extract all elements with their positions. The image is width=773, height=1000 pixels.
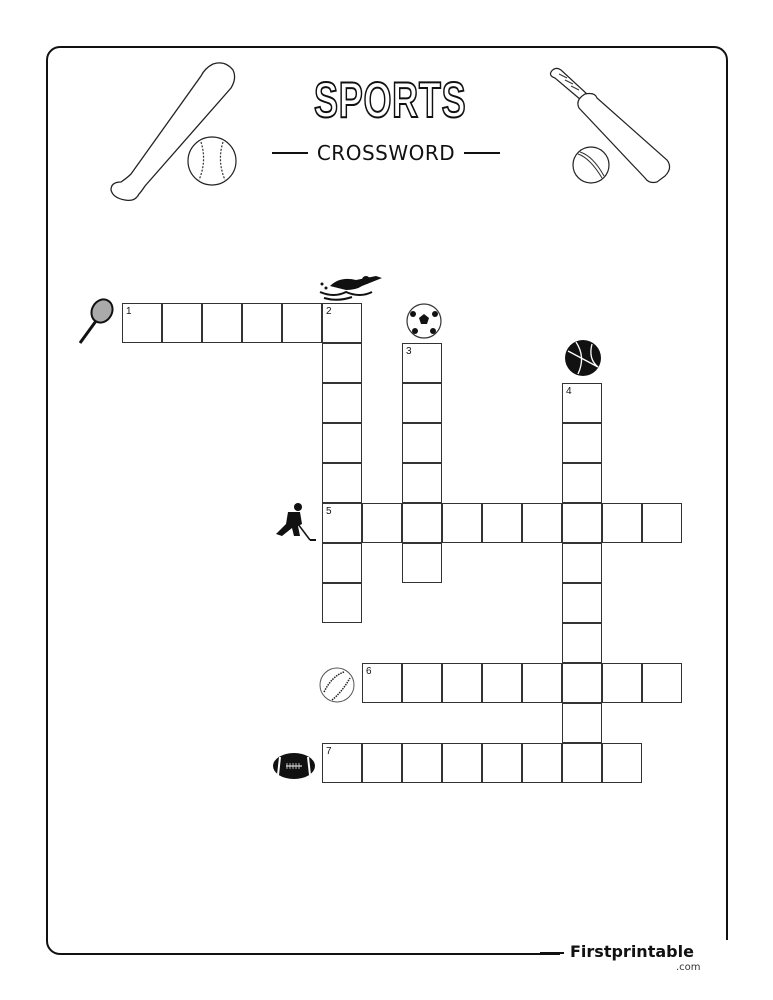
subtitle-rule-left [272,152,308,154]
crossword-cell[interactable] [522,663,562,703]
crossword-cell[interactable] [402,743,442,783]
crossword-cell[interactable] [362,663,402,703]
brand-name: Firstprintable [570,942,694,961]
crossword-cell[interactable] [402,543,442,583]
crossword-cell[interactable] [322,463,362,503]
crossword-cell[interactable] [362,503,402,543]
crossword-cell[interactable] [122,303,162,343]
crossword-cell[interactable] [482,743,522,783]
american-football-icon [272,752,316,780]
crossword-cell[interactable] [402,423,442,463]
page-subtitle: CROSSWORD [316,141,456,165]
crossword-cell[interactable] [562,503,602,543]
crossword-cell[interactable] [322,383,362,423]
clue-number: 1 [126,306,132,317]
crossword-cell[interactable] [442,743,482,783]
crossword-cell[interactable] [242,303,282,343]
crossword-cell[interactable] [202,303,242,343]
crossword-cell[interactable] [362,743,402,783]
baseball-icon [318,666,356,704]
swimmer-icon [316,272,386,302]
hockey-player-icon [272,502,316,544]
crossword-cell[interactable] [322,303,362,343]
crossword-cell[interactable] [562,743,602,783]
crossword-cell[interactable] [562,583,602,623]
crossword-cell[interactable] [562,463,602,503]
clue-number: 6 [366,666,372,677]
crossword-cell[interactable] [482,663,522,703]
brand-domain: .com [676,962,701,973]
basketball-icon [564,339,602,377]
clue-number: 7 [326,746,332,757]
subtitle-rule-right [464,152,500,154]
crossword-cell[interactable] [602,503,642,543]
crossword-cell[interactable] [562,543,602,583]
crossword-cell[interactable] [282,303,322,343]
clue-number: 3 [406,346,412,357]
crossword-cell[interactable] [162,303,202,343]
subtitle-row [272,139,500,167]
clue-number: 5 [326,506,332,517]
crossword-cell[interactable] [402,663,442,703]
clue-number: 4 [566,386,572,397]
crossword-cell[interactable] [322,583,362,623]
clue-number: 2 [326,306,332,317]
crossword-cell[interactable] [322,743,362,783]
crossword-cell[interactable] [442,663,482,703]
crossword-cell[interactable] [322,503,362,543]
crossword-cell[interactable] [442,503,482,543]
crossword-cell[interactable] [602,743,642,783]
crossword-cell[interactable] [402,343,442,383]
crossword-cell[interactable] [562,663,602,703]
cricket-ball-icon [570,144,612,186]
crossword-cell[interactable] [642,503,682,543]
crossword-cell[interactable] [402,383,442,423]
crossword-cell[interactable] [322,543,362,583]
footer-brand [560,940,730,980]
crossword-cell[interactable] [402,503,442,543]
page-title: SPORTS [314,72,467,128]
crossword-cell[interactable] [522,743,562,783]
crossword-cell[interactable] [322,343,362,383]
soccer-ball-icon [405,302,443,340]
crossword-cell[interactable] [562,383,602,423]
baseball-icon [185,134,239,188]
tennis-racket-icon [76,297,116,347]
crossword-cell[interactable] [402,463,442,503]
crossword-cell[interactable] [522,503,562,543]
crossword-cell[interactable] [562,703,602,743]
crossword-cell[interactable] [642,663,682,703]
crossword-cell[interactable] [602,663,642,703]
crossword-cell[interactable] [482,503,522,543]
crossword-cell[interactable] [562,423,602,463]
crossword-cell[interactable] [562,623,602,663]
brand-rule [540,952,564,954]
crossword-cell[interactable] [322,423,362,463]
